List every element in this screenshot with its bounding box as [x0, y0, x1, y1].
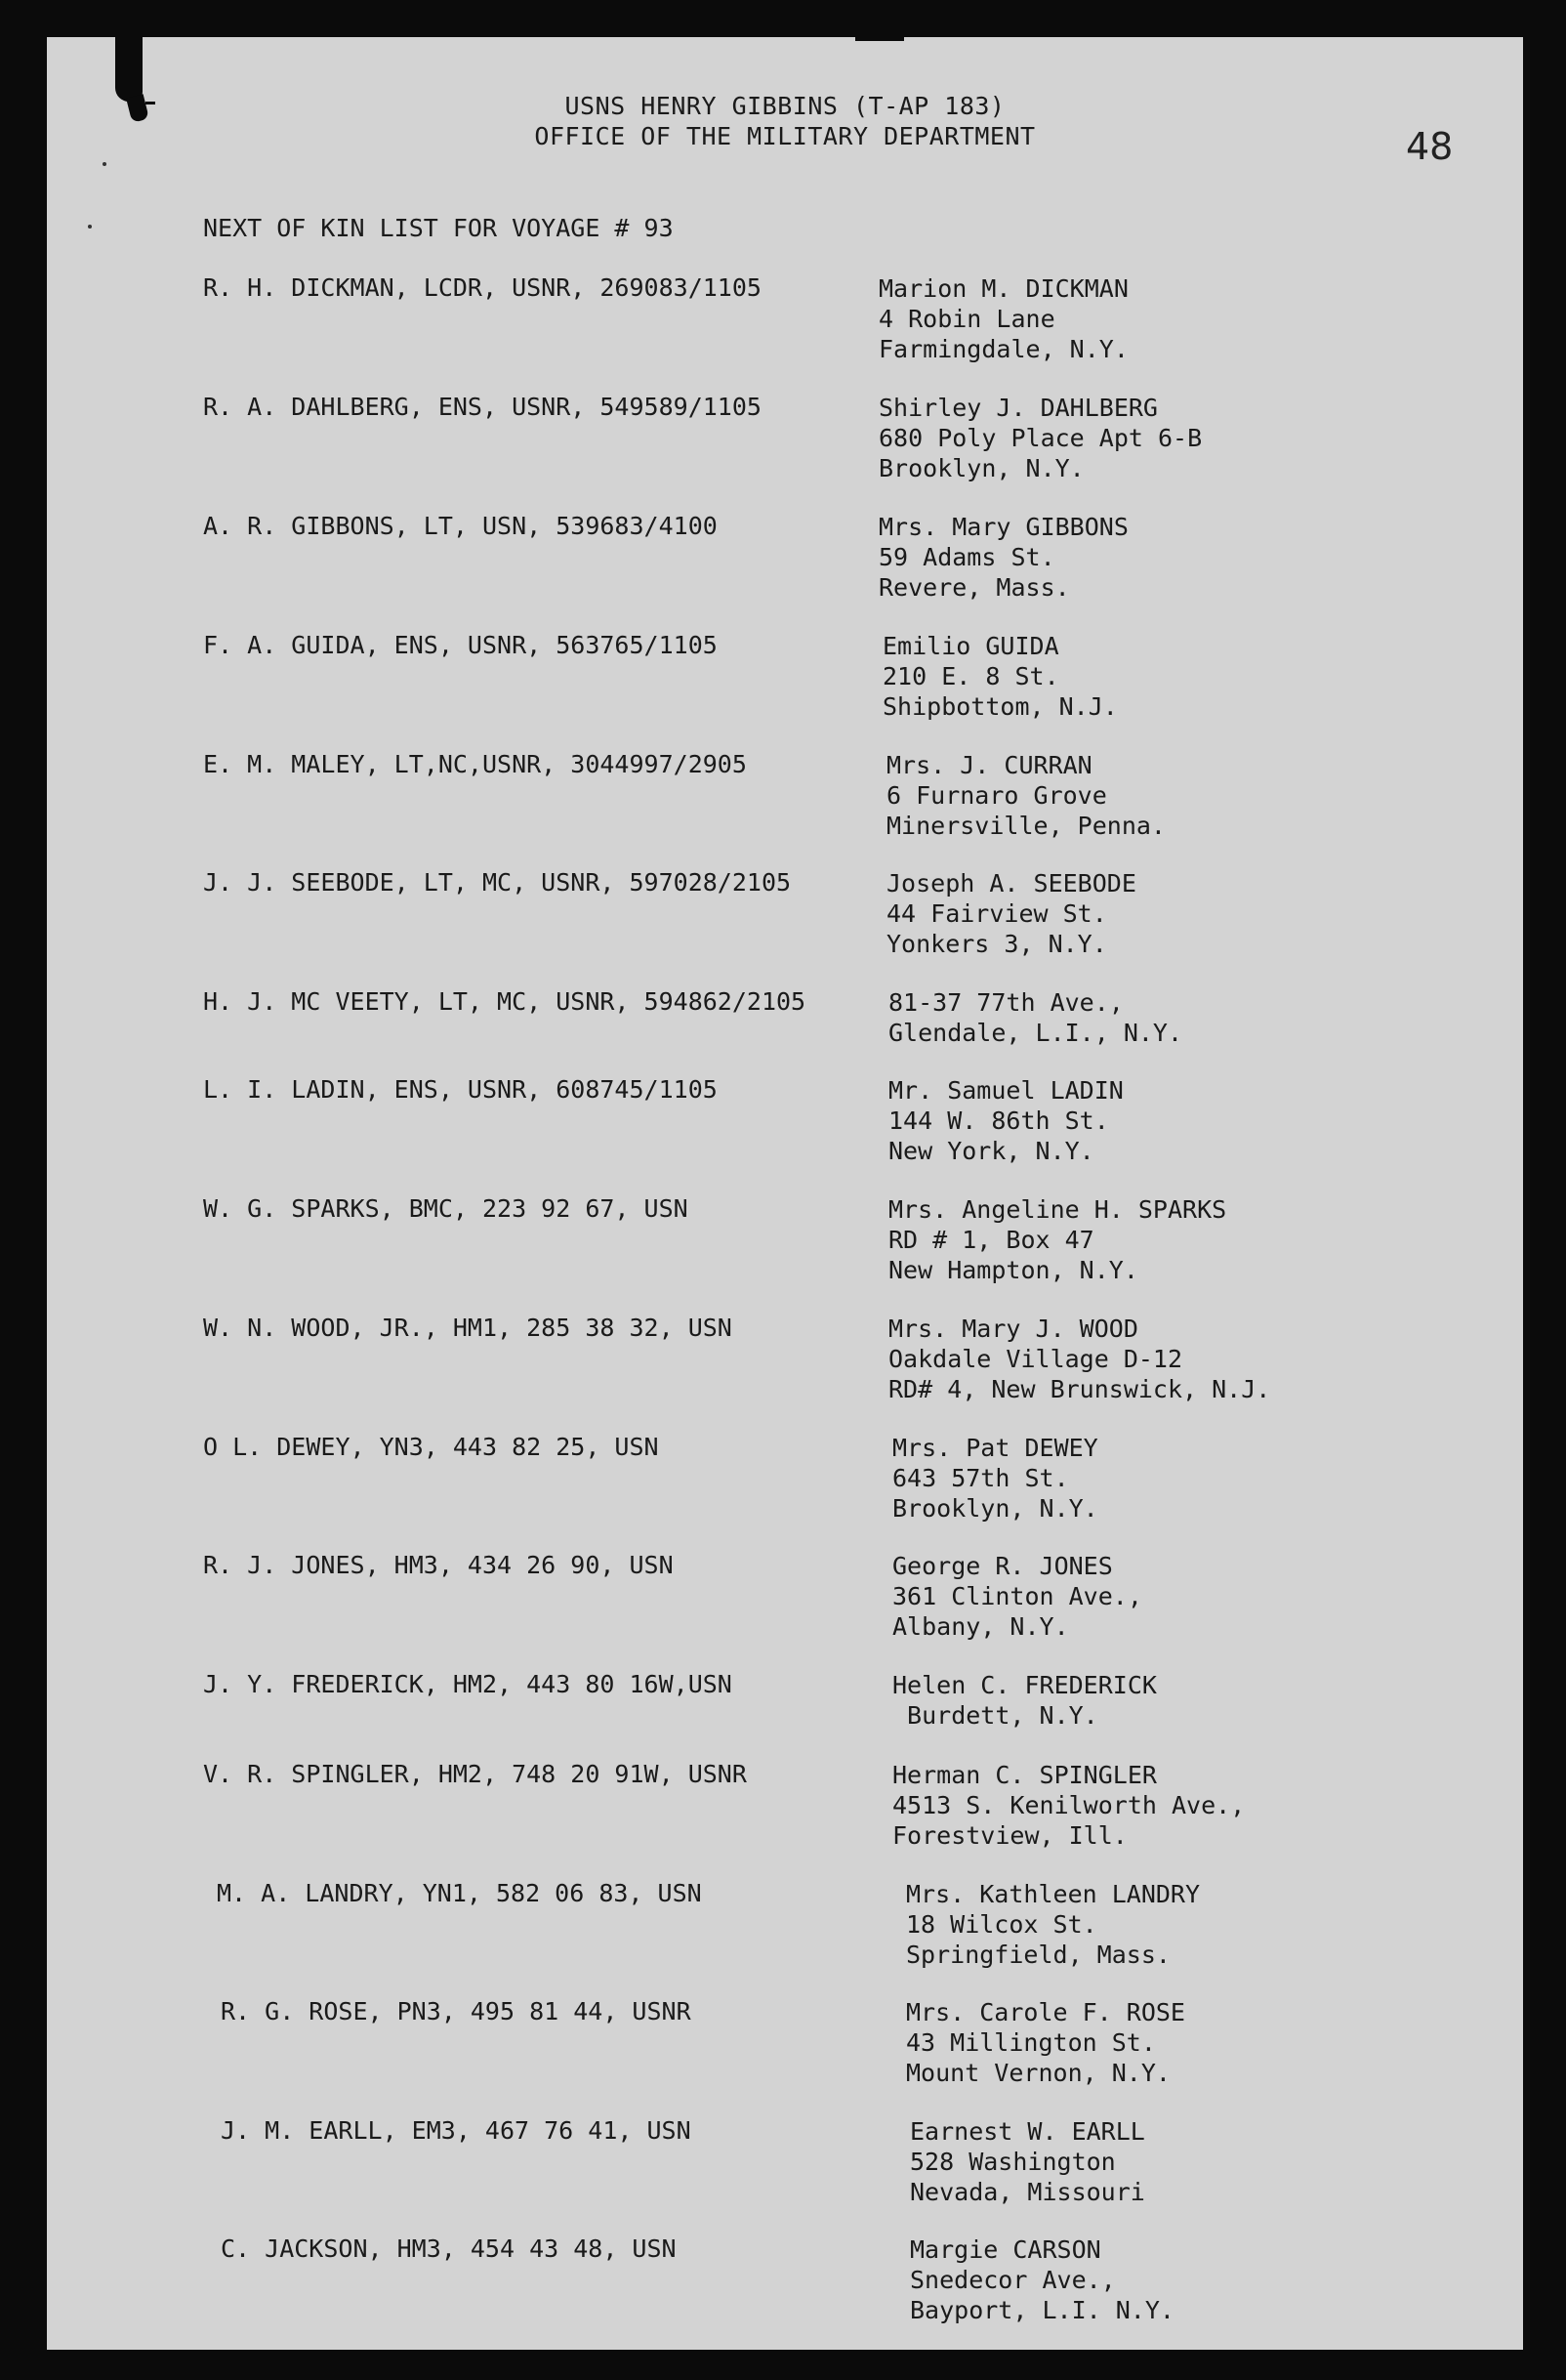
kin-name: Mrs. Mary GIBBONS	[879, 513, 1129, 541]
service-member: R. G. ROSE, PN3, 495 81 44, USNR	[221, 1997, 691, 2025]
kin-address-line: Nevada, Missouri	[910, 2178, 1145, 2206]
kin-address-line: Albany, N.Y.	[892, 1612, 1069, 1641]
service-member: E. M. MALEY, LT,NC,USNR, 3044997/2905	[203, 750, 747, 778]
next-of-kin-address	[886, 750, 1166, 841]
list-entry	[47, 2234, 1523, 2332]
list-title: NEXT OF KIN LIST FOR VOYAGE # 93	[203, 214, 674, 242]
kin-address-line: 680 Poly Place Apt 6-B	[879, 424, 1203, 452]
kin-address-line: Yonkers 3, N.Y.	[886, 930, 1107, 958]
service-member: O L. DEWEY, YN3, 443 82 25, USN	[203, 1433, 659, 1461]
list-entry	[47, 273, 1523, 371]
kin-address-line: 59 Adams St.	[879, 543, 1055, 571]
service-member: A. R. GIBBONS, LT, USN, 539683/4100	[203, 512, 718, 540]
next-of-kin-address	[888, 1194, 1226, 1285]
service-member: W. N. WOOD, JR., HM1, 285 38 32, USN	[203, 1314, 732, 1342]
next-of-kin-address	[892, 1670, 1157, 1731]
kin-address-line: Springfield, Mass.	[906, 1941, 1171, 1969]
kin-name: Shirley J. DAHLBERG	[879, 394, 1158, 422]
next-of-kin-address	[888, 1075, 1124, 1166]
kin-address-line: Farmingdale, N.Y.	[879, 335, 1129, 363]
kin-address-line: Mount Vernon, N.Y.	[906, 2059, 1171, 2087]
header-ship-name: USNS HENRY GIBBINS (T-AP 183)	[564, 92, 1006, 120]
kin-address-line: RD# 4, New Brunswick, N.J.	[888, 1375, 1271, 1403]
next-of-kin-address	[910, 2116, 1145, 2207]
list-entry	[47, 1879, 1523, 1977]
service-member: J. Y. FREDERICK, HM2, 443 80 16W,USN	[203, 1670, 732, 1698]
kin-address-line: 4513 S. Kenilworth Ave.,	[892, 1791, 1246, 1819]
kin-address-line: Burdett, N.Y.	[892, 1701, 1098, 1730]
kin-name: Mrs. Carole F. ROSE	[906, 1998, 1185, 2026]
kin-name: Mrs. Pat DEWEY	[892, 1434, 1098, 1462]
kin-address-line: Minersville, Penna.	[886, 812, 1166, 840]
kin-name: Earnest W. EARLL	[910, 2117, 1145, 2146]
service-member: F. A. GUIDA, ENS, USNR, 563765/1105	[203, 631, 718, 659]
kin-address-line: 210 E. 8 St.	[883, 662, 1059, 690]
service-member: M. A. LANDRY, YN1, 582 06 83, USN	[217, 1879, 702, 1907]
kin-address-line: 144 W. 86th St.	[888, 1106, 1109, 1135]
kin-address-line: 643 57th St.	[892, 1464, 1069, 1492]
next-of-kin-address	[892, 1551, 1142, 1642]
kin-name: Mrs. Mary J. WOOD	[888, 1315, 1138, 1343]
next-of-kin-address	[888, 1314, 1270, 1404]
kin-address-line: Shipbottom, N.J.	[883, 692, 1118, 721]
kin-name: George R. JONES	[892, 1552, 1113, 1580]
kin-name: Marion M. DICKMAN	[879, 274, 1129, 303]
kin-name: Helen C. FREDERICK	[892, 1671, 1157, 1699]
next-of-kin-address	[886, 868, 1136, 959]
kin-address-line: 361 Clinton Ave.,	[892, 1582, 1142, 1610]
list-entry	[47, 1760, 1523, 1858]
service-member: L. I. LADIN, ENS, USNR, 608745/1105	[203, 1075, 718, 1104]
list-entry	[47, 2116, 1523, 2214]
list-entry	[47, 1433, 1523, 1530]
next-of-kin-address	[906, 1879, 1200, 1970]
list-entry	[47, 1194, 1523, 1292]
service-member: W. G. SPARKS, BMC, 223 92 67, USN	[203, 1194, 688, 1223]
service-member: V. R. SPINGLER, HM2, 748 20 91W, USNR	[203, 1760, 747, 1788]
kin-name: Mr. Samuel LADIN	[888, 1076, 1124, 1105]
service-member: C. JACKSON, HM3, 454 43 48, USN	[221, 2234, 677, 2263]
service-member: H. J. MC VEETY, LT, MC, USNR, 594862/2105	[203, 987, 806, 1016]
kin-address-line: Oakdale Village D-12	[888, 1345, 1183, 1373]
list-entry	[47, 1551, 1523, 1649]
list-entry	[47, 987, 1523, 1085]
kin-address-line: 4 Robin Lane	[879, 305, 1055, 333]
kin-address-line: Snedecor Ave.,	[910, 2266, 1116, 2294]
kin-name: Mrs. Angeline H. SPARKS	[888, 1195, 1227, 1224]
kin-address-line: 6 Furnaro Grove	[886, 781, 1107, 810]
service-member: R. H. DICKMAN, LCDR, USNR, 269083/1105	[203, 273, 762, 302]
kin-address-line: RD # 1, Box 47	[888, 1226, 1094, 1254]
scan-edge-mark	[855, 37, 904, 41]
scan-speck	[88, 225, 92, 229]
next-of-kin-address	[888, 987, 1182, 1048]
list-entry	[47, 1670, 1523, 1768]
kin-name: Emilio GUIDA	[883, 632, 1059, 660]
kin-name: Mrs. J. CURRAN	[886, 751, 1092, 779]
service-member: J. J. SEEBODE, LT, MC, USNR, 597028/2105	[203, 868, 792, 897]
next-of-kin-address	[892, 1433, 1098, 1524]
kin-name: Herman C. SPINGLER	[892, 1761, 1157, 1789]
next-of-kin-address	[883, 631, 1118, 722]
kin-address-line: 44 Fairview St.	[886, 899, 1107, 928]
kin-name: Margie CARSON	[910, 2235, 1101, 2264]
kin-address-line: Forestview, Ill.	[892, 1821, 1128, 1850]
service-member: J. M. EARLL, EM3, 467 76 41, USN	[221, 2116, 691, 2145]
kin-name: 81-37 77th Ave.,	[888, 988, 1124, 1017]
list-entry	[47, 1314, 1523, 1411]
kin-name: Mrs. Kathleen LANDRY	[906, 1880, 1201, 1908]
list-entry	[47, 512, 1523, 609]
page-number: 48	[1406, 125, 1454, 168]
list-entry	[47, 750, 1523, 848]
next-of-kin-address	[906, 1997, 1185, 2088]
list-entry	[47, 1997, 1523, 2095]
kin-address-line: 18 Wilcox St.	[906, 1910, 1097, 1939]
list-entry	[47, 631, 1523, 729]
kin-address-line: New York, N.Y.	[888, 1137, 1094, 1165]
kin-address-line: Glendale, L.I., N.Y.	[888, 1019, 1183, 1047]
kin-address-line: 528 Washington	[910, 2148, 1116, 2176]
kin-address-line: 43 Millington St.	[906, 2028, 1156, 2057]
list-entry	[47, 393, 1523, 490]
kin-address-line: Brooklyn, N.Y.	[879, 454, 1085, 482]
scan-speck	[103, 162, 106, 166]
document-page	[47, 37, 1523, 2350]
next-of-kin-address	[879, 393, 1202, 483]
next-of-kin-address	[879, 273, 1129, 364]
next-of-kin-address	[892, 1760, 1245, 1851]
kin-address-line: Revere, Mass.	[879, 573, 1070, 602]
next-of-kin-address	[910, 2234, 1174, 2325]
kin-name: Joseph A. SEEBODE	[886, 869, 1136, 898]
list-entry	[47, 868, 1523, 966]
next-of-kin-address	[879, 512, 1129, 603]
service-member: R. A. DAHLBERG, ENS, USNR, 549589/1105	[203, 393, 762, 421]
kin-address-line: New Hampton, N.Y.	[888, 1256, 1138, 1284]
header-office: OFFICE OF THE MILITARY DEPARTMENT	[534, 122, 1036, 150]
kin-address-line: Bayport, L.I. N.Y.	[910, 2296, 1174, 2324]
service-member: R. J. JONES, HM3, 434 26 90, USN	[203, 1551, 674, 1579]
list-entry	[47, 1075, 1523, 1173]
kin-address-line: Brooklyn, N.Y.	[892, 1494, 1098, 1523]
